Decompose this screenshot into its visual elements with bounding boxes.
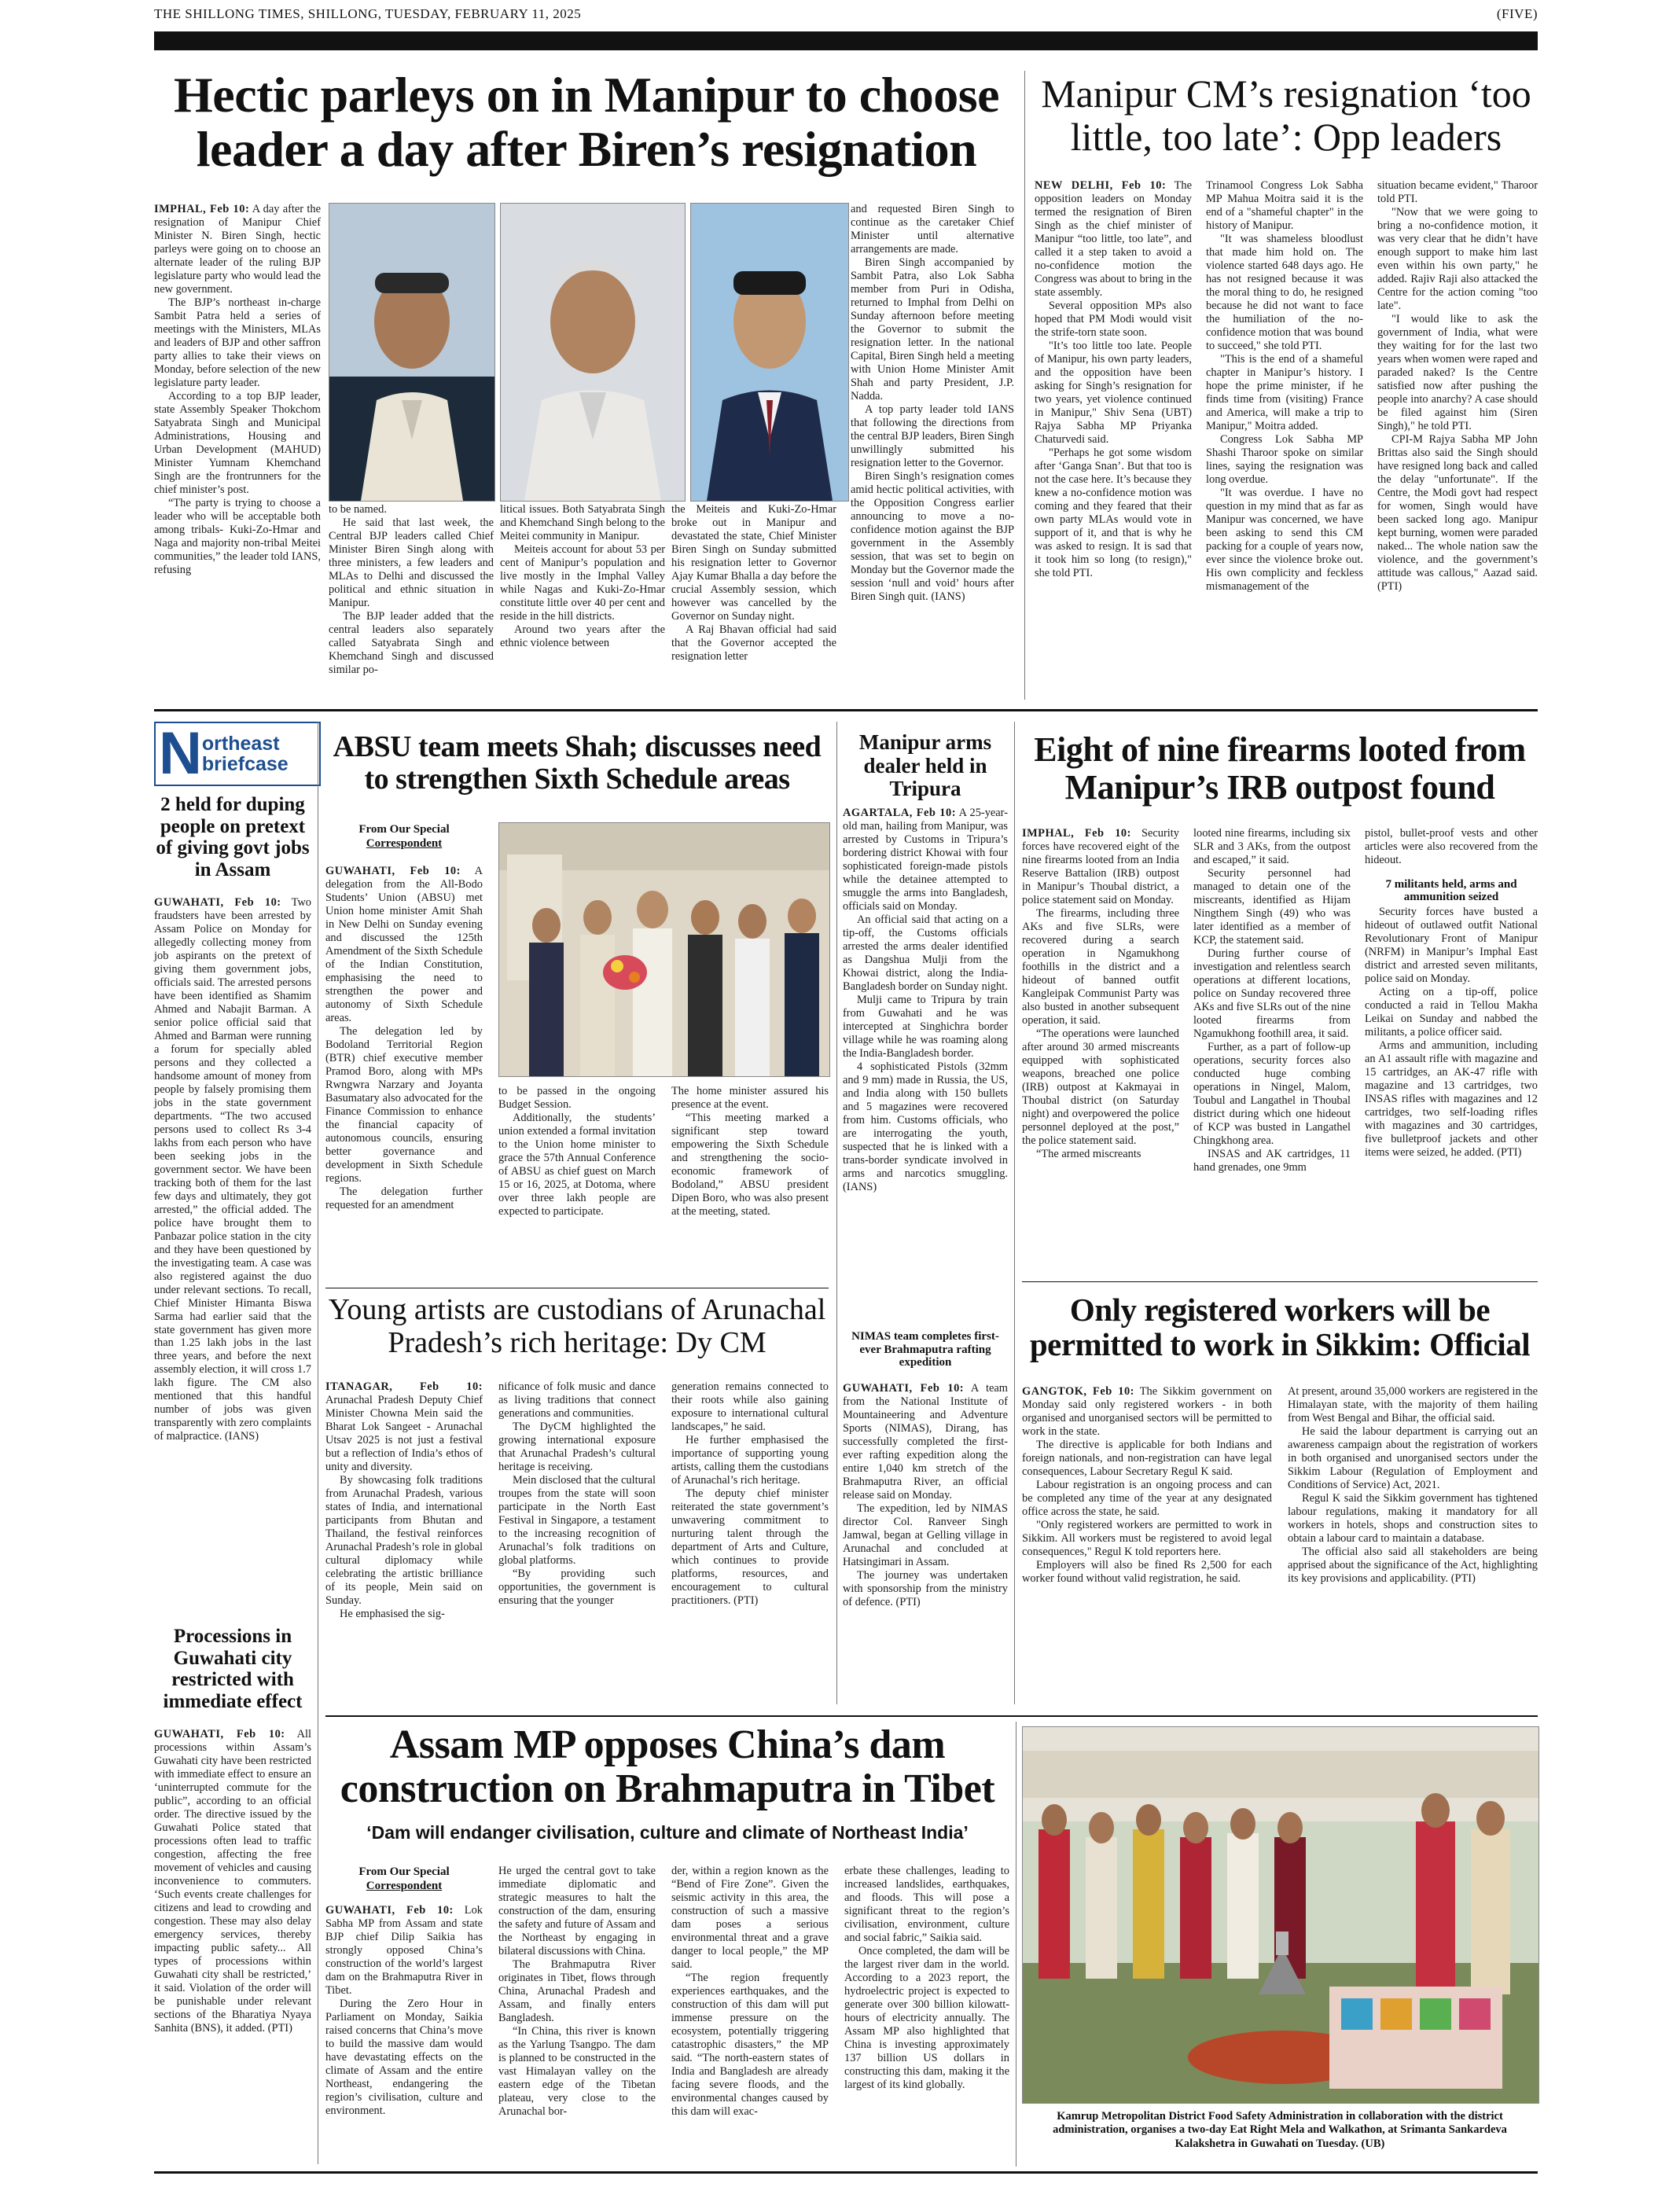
china-dam-col1 — [325, 1904, 483, 2167]
paragraph: pistol, bullet-proof vests and other articles were also recovered from the hideout. — [1365, 827, 1538, 866]
paragraph: Additionally, the students’ union extended a formal invitation to the Union home minister to grace the 57th Annual Conference of ABSU as chief guest on March 15 or 16, 2025, at Dotoma, where over three lakh people are expected to participate. — [498, 1111, 656, 1218]
opp-leaders-col1 — [1035, 179, 1192, 698]
masthead-page-number: (FIVE) — [1496, 6, 1538, 21]
arunachal-headline: Young artists are custodians of Arunachal Pradesh’s rich heritage: Dy CM — [328, 1293, 826, 1359]
arunachal-col3 — [671, 1380, 829, 1706]
northeast-briefcase-logo — [154, 719, 321, 787]
section-rule — [1022, 1281, 1538, 1282]
paragraph: Two fraudsters have been arrested by Assam Police on Monday for allegedly collecting money from job aspirants on the pretext of giving them government jobs, officials said. The arrested persons have been identified as Shamim Ahmed and Nabajit Barman. A senior police official said that Ahmed and Barman were running a forum for specially abled persons and they collected a handsome amount of money from people by falsely promising them jobs in the state government departments. “The two accused persons used to collect Rs 3-4 lakhs from each person who have been seeking jobs in the government sector. We have been tracking both of them for the last few days and ultimately, they got arrested,” the official added. The police have brought them to Panbazar police station in the city and they have been questioned by the investigating team. A case was also registered against the duo under relevant sections. To recall, Chief Minister Himanta Biswa Sarma had earlier said that the state government has given more than 1.25 lakh jobs in the last three years, and before the next assembly election, it will cross 1.7 lakh figure. The CM also mentioned that this handful number of jobs was given transparently with zero complaints of malpractice. (IANS) — [154, 896, 311, 1443]
paragraph: During further course of investigation and relentless search operations at different locations, police on Sunday recovered three AKs and five SLRs out of the nine looted firearms from Ngamukhong foothill area, it said. — [1193, 946, 1351, 1040]
china-dam-headline: Assam MP opposes China’s dam construction on Brahmaputra in Tibet — [340, 1722, 995, 1812]
sikkim-col2 — [1288, 1385, 1538, 1706]
paragraph: Security personnel had managed to detain one of the miscreants, identified as Hijam Ningthem Singh (49) who was later identified as a member of KCP, the statement said. — [1193, 866, 1351, 946]
briefcase-story1-headline: 2 held for duping people on pretext of giving govt jobs in Assam — [156, 794, 310, 880]
paragraph: The home minister assured his presence at the event. — [671, 1085, 829, 1111]
byline-text: Correspondent — [366, 1880, 443, 1892]
paragraph: The opposition leaders on Monday termed the resignation of Biren Singh as the chief minister of Manipur “too little, too late”, and called it a step taken to avoid a no-confidence motion the Congress was about to bring in the state assembly. — [1035, 179, 1192, 299]
paragraph: The BJP’s northeast in-charge Sambit Patra held a series of meetings with the Ministers, MLAs and leaders of BJP and other saffron party allies to take their views on Monday, before selection of the new legislature party leader. — [154, 296, 321, 389]
paragraph: generation remains connected to their roots while also gaining exposure to international cultural landscapes,” he said. — [671, 1380, 829, 1433]
masthead-rule — [154, 31, 1538, 50]
china-dam-subheadline: ‘Dam will endanger civilisation, culture and climate of Northeast India’ — [366, 1822, 969, 1843]
paragraph: He further emphasised the importance of supporting young artists, calling them the custodians of Arunachal’s rich heritage. — [671, 1433, 829, 1487]
paragraph: According to a top BJP leader, state Assembly Speaker Thokchom Satyabrata Singh and Municipal Administrations, Housing and Urban Development (MAHUD) Minister Yumnam Khemchand Singh are the frontrunners for the chief minister’s post. — [154, 389, 321, 496]
sikkim-col1 — [1022, 1385, 1272, 1706]
arunachal-dateline: ITANAGAR, Feb 10: — [325, 1380, 483, 1393]
paragraph: "Only registered workers are permitted to work in Sikkim. All workers must be registered to avoid legal consequences," Regul K told reporters here. — [1022, 1518, 1272, 1558]
arms-dealer-body — [843, 807, 1008, 1322]
irb-subhead: 7 militants held, arms and ammunition seized — [1385, 877, 1517, 904]
paragraph: to be passed in the ongoing Budget Session. — [498, 1085, 656, 1111]
paragraph: Acting on a tip-off, police conducted a raid in Tellou Makha Leikai on Sunday and nabbed the militants, a police officer said. — [1365, 985, 1538, 1038]
manipur-main-col1 — [154, 203, 321, 613]
paragraph: to be named. — [329, 503, 387, 516]
paragraph: A top party leader told IANS that following the directions from the central BJP leaders, Biren Singh unwillingly submitted his resignation letter to the Governor. — [851, 402, 1014, 469]
paragraph: He emphasised the sig- — [340, 1607, 445, 1620]
byline-text: Correspondent — [366, 837, 443, 850]
paragraph: “By providing such opportunities, the government is ensuring that the younger — [498, 1567, 656, 1607]
section-rule — [154, 709, 1538, 711]
paragraph: The official also said all stakeholders are being apprised about the significance of the Act, highlighting its key provisions and applicability. (PTI) — [1288, 1545, 1538, 1585]
absu-dateline: GUWAHATI, Feb 10: — [325, 865, 461, 877]
paragraph: A Raj Bhavan official had said that the Governor accepted the resignation letter — [671, 623, 836, 663]
photo-absu-meeting — [498, 822, 830, 1077]
china-dam-dateline: GUWAHATI, Feb 10: — [325, 1904, 454, 1917]
paragraph: Employers will also be fined Rs 2,500 for each worker found without valid registration, he said. — [1022, 1558, 1272, 1585]
manipur-main-col5 — [851, 203, 1014, 613]
paragraph: the Meiteis and Kuki-Zo-Hmar broke out in Manipur and devastated the state, Chief Minister Biren Singh on Sunday submitted his resignation letter to Governor Ajay Kumar Bhalla a day before the crucial Assembly session, which however was cancelled by the Governor on Sunday night. — [671, 503, 836, 623]
opp-leaders-col2 — [1206, 179, 1363, 698]
paragraph: "It’s too little too late. People of Manipur, his own party leaders, and the opposition have been asking for Singh’s resignation for two years, yet violence continued in Manipur," Shiv Sena (UBT) Rajya Sabha MP Priyanka Chaturvedi said. — [1035, 339, 1192, 446]
photo-eat-right-mela — [1022, 1726, 1539, 2104]
paragraph: The expedition, led by NIMAS director Col. Ranveer Singh Jamwal, began at Gelling village in Arunachal and concluded at Hatsingimari in Assam. — [843, 1501, 1008, 1568]
irb-col1 — [1022, 827, 1179, 1274]
sikkim-headline: Only registered workers will be permitted to work in Sikkim: Official — [1029, 1292, 1531, 1363]
page-bottom-rule — [154, 2171, 1538, 2174]
paragraph: “The party is trying to choose a leader who will be acceptable both among tribals- Kuki-Zo-Hmar and Naga and majority non-tribal Meitei communities,” the leader told IANS, refusing — [154, 496, 321, 576]
paragraph: The deputy chief minister reiterated the state government’s unwavering commitment to nurturing talent through the department of Arts and Culture, which continues to provide platforms, resources, and encouragement to cultural practitioners. (PTI) — [671, 1487, 829, 1607]
paragraph: Around two years after the ethnic violence between — [500, 623, 665, 649]
absu-col2 — [498, 1085, 656, 1264]
paragraph: Trinamool Congress Lok Sabha MP Mahua Moitra said it is the end of a "shameful chapter" in the history of Manipur. — [1206, 179, 1363, 232]
paragraph: The delegation led by Bodoland Territorial Region (BTR) chief executive member Pramod Boro, along with MPs Rwngwra Narzary and Joyanta Basumatary also advocated for the Finance Commission to enhance the financial capacity of autonomous councils, ensuring better governance and development in Sixth Schedule regions. — [325, 1024, 483, 1185]
paragraph: He urged the central govt to take immediate diplomatic and strategic measures to halt the construction of the dam, ensuring the safety and future of Assam and the Northeast by engaging in bilateral discussions with China. — [498, 1865, 656, 1957]
sikkim-dateline: GANGTOK, Feb 10: — [1022, 1385, 1134, 1398]
absu-col3 — [671, 1085, 829, 1264]
nimas-headline: NIMAS team completes first-ever Brahmaputra rafting expedition — [851, 1330, 999, 1369]
paragraph: litical issues. Both Satyabrata Singh and Khemchand Singh belong to the Meitei community in Manipur. — [500, 503, 665, 542]
paragraph: “The armed miscreants — [1036, 1147, 1141, 1160]
briefcase-story2-body — [154, 1728, 311, 2164]
photo-khemchand-singh — [690, 203, 849, 502]
paragraph: The firearms, including three AKs and five SLRs, were recovered during a search operation in Ngamukhong foothills in the district and a hideout of banned outfit Kangleipak Communist Party was also busted in another subsequent operation, it said. — [1022, 906, 1179, 1027]
paragraph: "This is the end of a shameful chapter in Manipur’s history. I hope the prime minister, if he finds time from (visiting) France and America, will make a trip to Manipur," Moitra added. — [1206, 352, 1363, 432]
opp-leaders-headline: Manipur CM’s resignation ‘too little, too late’: Opp leaders — [1041, 72, 1531, 159]
china-dam-col4 — [844, 1865, 1009, 2167]
photo-caption: Kamrup Metropolitan District Food Safety Administration in collaboration with the district administration, organises a two-day Eat Right Mela and Walkathon, at Srimanta Sankardeva Kalakshetra in Guwahati on Tuesday. (UB) — [1053, 2110, 1507, 2150]
manipur-main-col2 — [329, 503, 494, 676]
paragraph: der, within a region known as the “Bend of Fire Zone”. Given the seismic activity in this area, the construction of such a massive dam poses a serious environmental threat and a grave danger to local people,” the MP said. — [671, 1865, 829, 1971]
arunachal-col1 — [325, 1380, 483, 1706]
paragraph: “In China, this river is known as the Yarlung Tsangpo. The dam is planned to be constructed in the vast Himalayan valley on the eastern edge of the Tibetan plateau, very close to the Arunachal bor- — [498, 2024, 656, 2118]
nimas-body — [843, 1382, 1008, 1704]
paragraph: By showcasing folk traditions from Arunachal Pradesh, various states of India, and international participants from Bhutan and Thailand, the festival reinforces Arunachal Pradesh’s role in global cultural diplomacy while celebrating the artistic brilliance of its people, Mein said on Sunday. — [325, 1473, 483, 1607]
column-divider — [836, 722, 837, 1704]
paragraph: A day after the resignation of Manipur Chief Minister N. Biren Singh, hectic parleys were going on to choose an alternate leader of the ruling BJP legislature party who would lead the new government. — [154, 203, 321, 296]
paragraph: Meiteis account for about 53 per cent of Manipur’s population and live mostly in the Imphal Valley while Nagas and Kuki-Zo-Hmar constitute little over 40 per cent and reside in the hill districts. — [500, 542, 665, 623]
paragraph: Once completed, the dam will be the largest river dam in the world. According to a 2023 report, the hydroelectric project is expected to generate over 300 billion kilowatt-hours of electricity annually. The Assam MP also highlighted that China is investing approximately 137 billion US dollars in constructing this dam, making it the largest of its kind globally. — [844, 1944, 1009, 2091]
china-dam-byline — [325, 1865, 483, 1893]
irb-col2 — [1193, 827, 1351, 1274]
paragraph: looted nine firearms, including six SLR and 3 AKs, from the outpost and escaped,” it said. — [1193, 827, 1351, 866]
paragraph: Regul K said the Sikkim government has tightened labour regulations, making it mandatory for all workers in hotels, shops and construction sites to obtain a labour card to maintain a database. — [1288, 1491, 1538, 1545]
paragraph: "Perhaps he got some wisdom after ‘Ganga Snan’. But that too is not the case here. It’s because they knew a no-confidence motion was coming and they feared that their own party MLAs would vote in support of it, and that is why he was asked to resign. It is sad that it took him so long (to resign)," she told PTI. — [1035, 446, 1192, 579]
china-dam-col2 — [498, 1865, 656, 2167]
paragraph: Biren Singh accompanied by Sambit Patra, also Lok Sabha member from Puri in Odisha, returned to Imphal from Delhi on Sunday afternoon before meeting the Governor to submit the resignation letter. In the national Capital, Biren Singh held a meeting with Union Home Minister Amit Shah and party President, J.P. Nadda. — [851, 255, 1014, 402]
section-rule — [325, 1715, 1538, 1717]
paragraph: The DyCM highlighted the growing international exposure that Arunachal Pradesh’s cultural heritage is receiving. — [498, 1420, 656, 1473]
manipur-main-headline: Hectic parleys on in Manipur to choose leader a day after Biren’s resignation — [174, 67, 999, 178]
manipur-main-col4 — [671, 503, 836, 663]
paragraph: A team from the National Institute of Mountaineering and Adventure Sports (NIMAS), Dirang, has successfully completed the first-ever rafting expedition along the entire 1,040 km stretch of the Brahmaputra River, an official release said on Monday. — [843, 1382, 1008, 1501]
paragraph: Mulji came to Tripura by train from Guwahati and he was intercepted at Singhichra border village while he was roaming along the India-Bangladesh border. — [843, 993, 1008, 1060]
paragraph: At present, around 35,000 workers are registered in the Himalayan state, with the majority of them hailing from West Bengal and Bihar, the official said. — [1288, 1385, 1538, 1424]
absu-byline — [325, 822, 483, 851]
arms-dealer-headline: Manipur arms dealer held in Tripura — [858, 730, 992, 801]
paragraph: Mein disclosed that the cultural troupes from the state will soon participate in the North East Festival in Singapore, a testament to the increasing recognition of Arunachal’s folk traditions on global platforms. — [498, 1473, 656, 1567]
byline-text: From Our Special — [358, 823, 450, 836]
paragraph: The delegation further requested for an amendment — [325, 1185, 483, 1211]
paragraph: He said that last week, the Central BJP leaders called Chief Minister Biren Singh along with three ministers, a few leaders and MLAs to Delhi and discussed the political and ethnic situation in Manipur. — [329, 516, 494, 609]
paragraph: A 25-year-old man, hailing from Manipur, was arrested by Customs in Tripura’s bordering district Khowai with four sophisticated foreign-made pistols while the detainee attempted to smuggle the arms into Bangladesh, officials said on Monday. — [843, 807, 1008, 913]
paragraph: Security forces have busted a hideout of outlawed outfit National Revolutionary Front of Manipur (NRFM) in Manipur’s Imphal East district and arrested seven militants, police said on Monday. — [1365, 905, 1538, 985]
briefcase-story1-body — [154, 896, 311, 1627]
paragraph: "I would like to ask the government of India, what were they waiting for for the last two years when women were raped and paraded naked? Is the Centre satisfied now after pushing the people into anarchy? A case should be filed against him (Siren Singh)," he told PTI. — [1377, 312, 1538, 432]
paragraph: Arunachal Pradesh Deputy Chief Minister Chowna Mein said the Bharat Lok Sangeet - Arunachal Utsav 2025 is not just a festival but a reflection of India’s ethos of unity and diversity. — [325, 1393, 483, 1473]
paragraph: erbate these challenges, leading to increased landslides, earthquakes, and floods. This will pose a significant threat to the region’s civilisation, environment, culture and social fabric,” Saikia said. — [844, 1865, 1009, 1944]
paragraph: “This meeting marked a significant step toward empowering the Sixth Schedule and strengthening the socio-economic framework of Bodoland,” ABSU president Dipen Boro, who was also present at the meeting, stated. — [671, 1111, 829, 1218]
photo-biren-singh — [329, 203, 495, 502]
paragraph: “The region frequently experiences earthquakes, and the construction of this dam will put immense pressure on the ecosystem, potentially triggering catastrophic disasters,” the MP said. “The north-eastern states of India and Bangladesh are already facing severe floods, and the environmental changes caused by this dam will exac- — [671, 1971, 829, 2118]
paragraph: Further, as a part of follow-up operations, security forces also conducted huge combing operations in Ningel, Malom, Toubul and Langathel in Thoubal district during which one hideout of KCP was busted in Langathel Chingkhong area. — [1193, 1040, 1351, 1147]
manipur-main-dateline: IMPHAL, Feb 10: — [154, 203, 250, 215]
opp-leaders-dateline: NEW DELHI, Feb 10: — [1035, 179, 1167, 192]
paragraph: All processions within Assam’s Guwahati city have been restricted with immediate effect to ensure an ‘uninterrupted commute for the public”, according to an official order. The directive issued by the Guwahati Police stated that processions often lead to traffic congestion, affecting the free movement of vehicles and causing inconvenience to commuters. ‘Such events create challenges for citizens and lead to crowding and congestion. These may also delay emergency services, thereby impacting public safety... All types of processions within Guwahati city shall be restricted,’ it said. Violation of the order will be punishable under relevant sections of the Bharatiya Nyaya Sanhita (BNS), it added. (PTI) — [154, 1728, 311, 2034]
paragraph: 4 sophisticated Pistols (32mm and 9 mm) made in Russia, the US, and India along with 150 bullets and 5 magazines were recovered from him. Customs officials, who are interrogating the youth, suspected that he is linked with a trans-border syndicate involved in arms and narcotics smuggling. (IANS) — [843, 1060, 1008, 1193]
paragraph: INSAS and AK cartridges, 11 hand grenades, one 9mm — [1193, 1147, 1351, 1174]
paragraph: and requested Biren Singh to continue as the caretaker Chief Minister until alternative arrangements are made. — [851, 203, 1014, 255]
byline-text: From Our Special — [358, 1865, 450, 1878]
briefcase-story2-headline: Processions in Guwahati city restricted with immediate effect — [163, 1626, 303, 1712]
paragraph: Congress Lok Sabha MP Shashi Tharoor spoke on similar lines, saying the resignation was long overdue. — [1206, 432, 1363, 486]
paragraph: CPI-M Rajya Sabha MP John Brittas also said the Singh should have resigned long back and called the delay "unfortunate". If the Centre, the Modi govt had respect for women, Singh would have been sacked long ago. Manipur kept burning, women were paraded naked... The whole nation saw the violence, and the government’s attitude was callous," Aazad said. (PTI) — [1377, 432, 1538, 593]
logo-word: briefcase — [201, 753, 289, 775]
briefcase-story2-dateline: GUWAHATI, Feb 10: — [154, 1728, 285, 1740]
masthead-left: THE SHILLONG TIMES, SHILLONG, TUESDAY, FEBRUARY 11, 2025 — [154, 6, 582, 21]
column-divider — [1024, 71, 1025, 700]
paragraph: Security forces have recovered eight of the nine firearms looted from an India Reserve Battalion (IRB) outpost in Manipur’s Thoubal district, a police statement said on Monday. — [1022, 827, 1179, 906]
paragraph: The journey was undertaken with sponsorship from the ministry of defence. (PTI) — [843, 1568, 1008, 1608]
paragraph: "It was overdue. I have no question in my mind that as far as Manipur was concerned, we have been asking to send this CM packing for a couple of years now, ever since the violence broke out. His own complicity and feckless mismanagement of the — [1206, 486, 1363, 593]
paragraph: The Brahmaputra River originates in Tibet, flows through China, Arunachal Pradesh and Assam, and finally enters Bangladesh. — [498, 1957, 656, 2024]
paragraph: Several opposition MPs also hoped that PM Modi would visit the strife-torn state soon. — [1035, 299, 1192, 339]
page-masthead — [154, 6, 1538, 22]
paragraph: situation became evident," Tharoor told PTI. — [1377, 179, 1538, 205]
paragraph: "Now that we were going to bring a no-confidence motion, it was very clear that he didn’t have enough support to make him last even within his own party," he added. Rajiv Raji also attacked the Centre for the action coming "too late". — [1377, 205, 1538, 312]
arunachal-col2 — [498, 1380, 656, 1706]
paragraph: Labour registration is an ongoing process and can be completed any time of the year at any designated office across the state, he said. — [1022, 1478, 1272, 1518]
irb-headline: Eight of nine firearms looted from Manipur’s IRB outpost found — [1034, 730, 1526, 807]
opp-leaders-col3 — [1377, 179, 1538, 698]
china-dam-col3 — [671, 1865, 829, 2167]
logo-letter: N — [159, 719, 202, 787]
paragraph: A delegation from the All-Bodo Students’ Union (ABSU) met Union home minister Amit Shah in New Delhi on Sunday evening and discussed the 125th Amendment of the Sixth Schedule of the Indian Constitution, emphasising the need to strengthen the power and autonomy of Sixth Schedule areas. — [325, 865, 483, 1024]
irb-col3 — [1365, 827, 1538, 1274]
absu-col1 — [325, 865, 483, 1264]
paragraph: Arms and ammunition, including an A1 assault rifle with magazine and 15 cartridges, an AK-47 rifle with magazine and 13 cartridges, two INSAS rifles with magazines and 12 cartridges, two self-loading rifles with magazines and 30 cartridges, five bulletproof jackets and other items were seized, he added. (PTI) — [1365, 1038, 1538, 1159]
paragraph: He said the labour department is carrying out an awareness campaign about the registration of workers in both organised and unorganised sectors under the Sikkim Labour (Regulation of Employment and Conditions of Service) Act, 2021. — [1288, 1424, 1538, 1491]
manipur-main-col3 — [500, 503, 665, 649]
paragraph: nificance of folk music and dance as living traditions that connect generations and communities. — [498, 1380, 656, 1420]
paragraph: Lok Sabha MP from Assam and state BJP chief Dilip Saikia has strongly opposed China’s construction of the world’s largest dam on the Brahmaputra River in Tibet. — [325, 1904, 483, 1997]
paragraph: “The operations were launched after around 30 armed miscreants equipped with sophisticated weapons, breached one police (IRB) outpost at Kakmayai in Thoubal district (on Saturday night) and overpowered the police personnel deployed at the post,” the police statement said. — [1022, 1027, 1179, 1147]
paragraph: The Sikkim government on Monday said only registered workers - in both organised and unorganised sectors will be permitted to work in the state. — [1022, 1385, 1272, 1438]
paragraph: "It was shameless bloodlust that made him hold on. The violence started 648 days ago. He has not resigned because it was the moral thing to do, he resigned because he did not want to face the humiliation of the no-confidence motion that was bound to succeed," she told PTI. — [1206, 232, 1363, 352]
paragraph: Biren Singh’s resignation comes amid hectic political activities, with the Opposition Congress earlier announcing to move a no-confidence motion against the BJP government in the Assembly session, that was set to begin on Monday but the Governor made the session ‘null and void’ hours after Biren Singh quit. (IANS) — [851, 469, 1014, 603]
paragraph: The BJP leader added that the central leaders also separately called Satyabrata Singh and Khemchand Singh and discussed similar po- — [329, 609, 494, 676]
absu-headline: ABSU team meets Shah; discusses need to strengthen Sixth Schedule areas — [333, 730, 822, 796]
irb-dateline: IMPHAL, Feb 10: — [1022, 827, 1131, 840]
photo-satyabrata-singh — [500, 203, 686, 502]
arms-dealer-dateline: AGARTALA, Feb 10: — [843, 807, 956, 819]
paragraph: An official said that acting on a tip-off, the Customs officials arrested the arms dealer identified as Dangshua Mulji from the Khowai district, along the India-Bangladesh border on Sunday night. — [843, 913, 1008, 993]
column-divider — [1014, 722, 1015, 1704]
paragraph: During the Zero Hour in Parliament on Monday, Saikia raised concerns that China’s move to build the massive dam would have devastating effects on the climate of Assam and the entire Northeast, endangering the region’s civilisation, culture and environment. — [325, 1997, 483, 2117]
nimas-dateline: GUWAHATI, Feb 10: — [843, 1382, 965, 1395]
logo-word: ortheast — [201, 732, 280, 755]
paragraph: The directive is applicable for both Indians and foreign nationals, and non-registration can have legal consequences, Labour Secretary Regul K said. — [1022, 1438, 1272, 1478]
briefcase-story1-dateline: GUWAHATI, Feb 10: — [154, 896, 281, 909]
